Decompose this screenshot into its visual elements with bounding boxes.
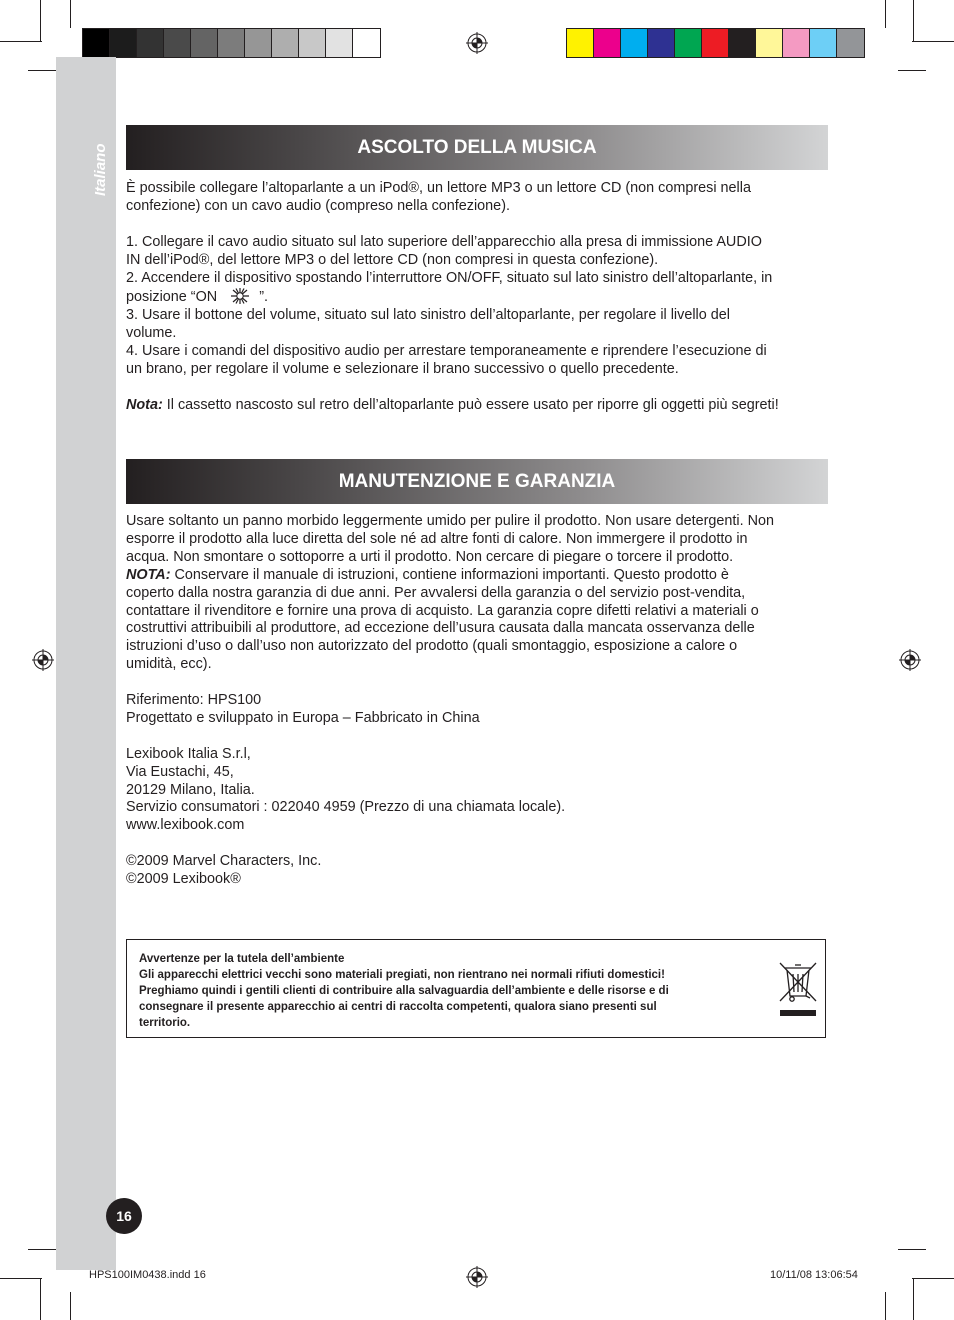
copyright-line: ©2009 Marvel Characters, Inc.	[126, 853, 322, 870]
note-text: Conservare il manuale di istruzioni, contiene informazioni importanti. Questo prodotto è	[170, 566, 729, 583]
color-swatch	[567, 29, 594, 57]
step-text: posizione “ON	[126, 289, 218, 306]
company-name: Lexibook Italia S.r.l,	[126, 745, 251, 762]
music-instructions	[126, 180, 831, 415]
note-line: umidità, ecc).	[126, 656, 212, 673]
environment-line: Gli apparecchi elettrici vecchi sono materiali pregiati, non rientrano nei normali rifiuti domestici!	[139, 969, 665, 981]
environment-line: territorio.	[139, 1017, 191, 1029]
website-link: www.lexibook.com	[126, 817, 245, 834]
color-swatch	[702, 29, 729, 57]
section-heading-text: ASCOLTO DELLA MUSICA	[357, 136, 597, 158]
section-heading-maintenance	[126, 459, 828, 504]
note-text: Il cassetto nascosto sul retro dell’altoparlante può essere usato per riporre gli oggetti più segreti!	[162, 396, 779, 413]
paragraph-line: esporre il prodotto alla luce diretta del sole né ad altre fonti di calore. Non immergere il prodotto in	[126, 530, 748, 547]
registration-mark-icon	[466, 32, 488, 54]
section-heading-music	[126, 125, 828, 170]
intro-line: È possibile collegare l’altoparlante a un iPod®, un lettore MP3 o un lettore CD (non compresi nella	[126, 180, 751, 196]
environment-title: Avvertenze per la tutela dell’ambiente	[139, 953, 345, 965]
color-swatch	[729, 29, 756, 57]
intro-line: confezione) con un cavo audio (compreso nella confezione).	[126, 197, 510, 214]
step-line: 2. Accendere il dispositivo spostando l’interruttore ON/OFF, situato sul lato sinistro dell’altoparlante, in	[126, 269, 773, 286]
copyright-line: ©2009 Lexibook®	[126, 871, 241, 888]
address-city: 20129 Milano, Italia.	[126, 781, 255, 798]
environment-line: consegnare il presente apparecchio ai centri di raccolta competenti, qualora siano presenti sul	[139, 1001, 657, 1013]
step-text: ”.	[259, 289, 268, 306]
paragraph-line: Usare soltanto un panno morbido leggermente umido per pulire il prodotto. Non usare detergenti. Non	[126, 513, 774, 529]
registration-mark-icon	[466, 1266, 488, 1288]
paragraph-line: acqua. Non smontare o sottoporre a urti il prodotto. Non cercare di piegare o torcere il prodotto.	[126, 548, 734, 565]
color-swatch	[245, 29, 272, 57]
page-number: 16	[106, 1198, 142, 1234]
color-swatch	[299, 29, 326, 57]
color-swatch	[272, 29, 299, 57]
color-swatch	[837, 29, 864, 57]
light-on-icon	[227, 287, 253, 305]
origin-line: Progettato e sviluppato in Europa – Fabbricato in China	[126, 709, 480, 726]
environment-notice	[126, 939, 826, 1038]
environment-line: Preghiamo quindi i gentili clienti di contribuire alla salvaguardia dell’ambiente e delle risorse e di	[139, 985, 669, 997]
step-line: IN dell’iPod®, del lettore MP3 o del lettore CD (non compresi in questa confezione).	[126, 251, 659, 268]
color-calibration-bar	[566, 28, 865, 58]
language-tab	[92, 143, 112, 276]
color-swatch	[621, 29, 648, 57]
step-line: un brano, per regolare il volume e selezionare il brano successivo o quello precedente.	[126, 361, 679, 378]
note-line: contattare il rivenditore e fornire una prova di acquisto. La garanzia copre difetti relativi a materiali o	[126, 602, 759, 619]
color-swatch	[594, 29, 621, 57]
color-swatch	[756, 29, 783, 57]
note-label: NOTA:	[126, 566, 171, 583]
step-line: 4. Usare i comandi del dispositivo audio per arrestare temporaneamente e riprendere l’esecuzione di	[126, 343, 767, 360]
note-line	[126, 397, 831, 415]
note-line	[126, 567, 831, 585]
color-swatch	[810, 29, 837, 57]
footer-filename: HPS100IM0438.indd 16	[89, 1269, 206, 1281]
customer-service: Servizio consumatori : 022040 4959 (Prezzo di una chiamata locale).	[126, 799, 566, 816]
section-heading-text: MANUTENZIONE E GARANZIA	[338, 470, 616, 492]
address-street: Via Eustachi, 45,	[126, 763, 234, 780]
step-line: 3. Usare il bottone del volume, situato sul lato sinistro dell’altoparlante, per regolare il livello del	[126, 307, 730, 324]
reference-line: Riferimento: HPS100	[126, 692, 262, 709]
grayscale-calibration-bar	[82, 28, 381, 58]
footer-timestamp: 10/11/08 13:06:54	[770, 1269, 858, 1281]
note-line: istruzioni d’uso o dall’uso non autorizzato del prodotto (quali smontaggio, esposizione a calore o	[126, 638, 738, 655]
note-line: coperto dalla nostra garanzia di due anni. Per avvalersi della garanzia o del servizio post-vendita,	[126, 584, 746, 601]
note-label: Nota:	[126, 396, 163, 413]
maintenance-text	[126, 513, 831, 889]
step-line: volume.	[126, 325, 177, 342]
color-swatch	[110, 29, 137, 57]
color-swatch	[648, 29, 675, 57]
color-swatch	[218, 29, 245, 57]
color-swatch	[353, 29, 380, 57]
step-line: 1. Collegare il cavo audio situato sul lato superiore dell’apparecchio alla presa di immissione AUDIO	[126, 233, 762, 250]
registration-mark-icon	[32, 649, 54, 671]
color-swatch	[326, 29, 353, 57]
color-swatch	[164, 29, 191, 57]
note-line: costruttivi attribuibili al produttore, ad eccezione dell’usura causata dalla mancata osservanza delle	[126, 620, 755, 637]
crossed-out-wheelie-bin-icon	[777, 960, 819, 1020]
language-label: Italiano	[92, 143, 109, 196]
color-swatch	[83, 29, 110, 57]
color-swatch	[137, 29, 164, 57]
color-swatch	[191, 29, 218, 57]
color-swatch	[675, 29, 702, 57]
step-line	[126, 287, 831, 307]
color-swatch	[783, 29, 810, 57]
registration-mark-icon	[899, 649, 921, 671]
